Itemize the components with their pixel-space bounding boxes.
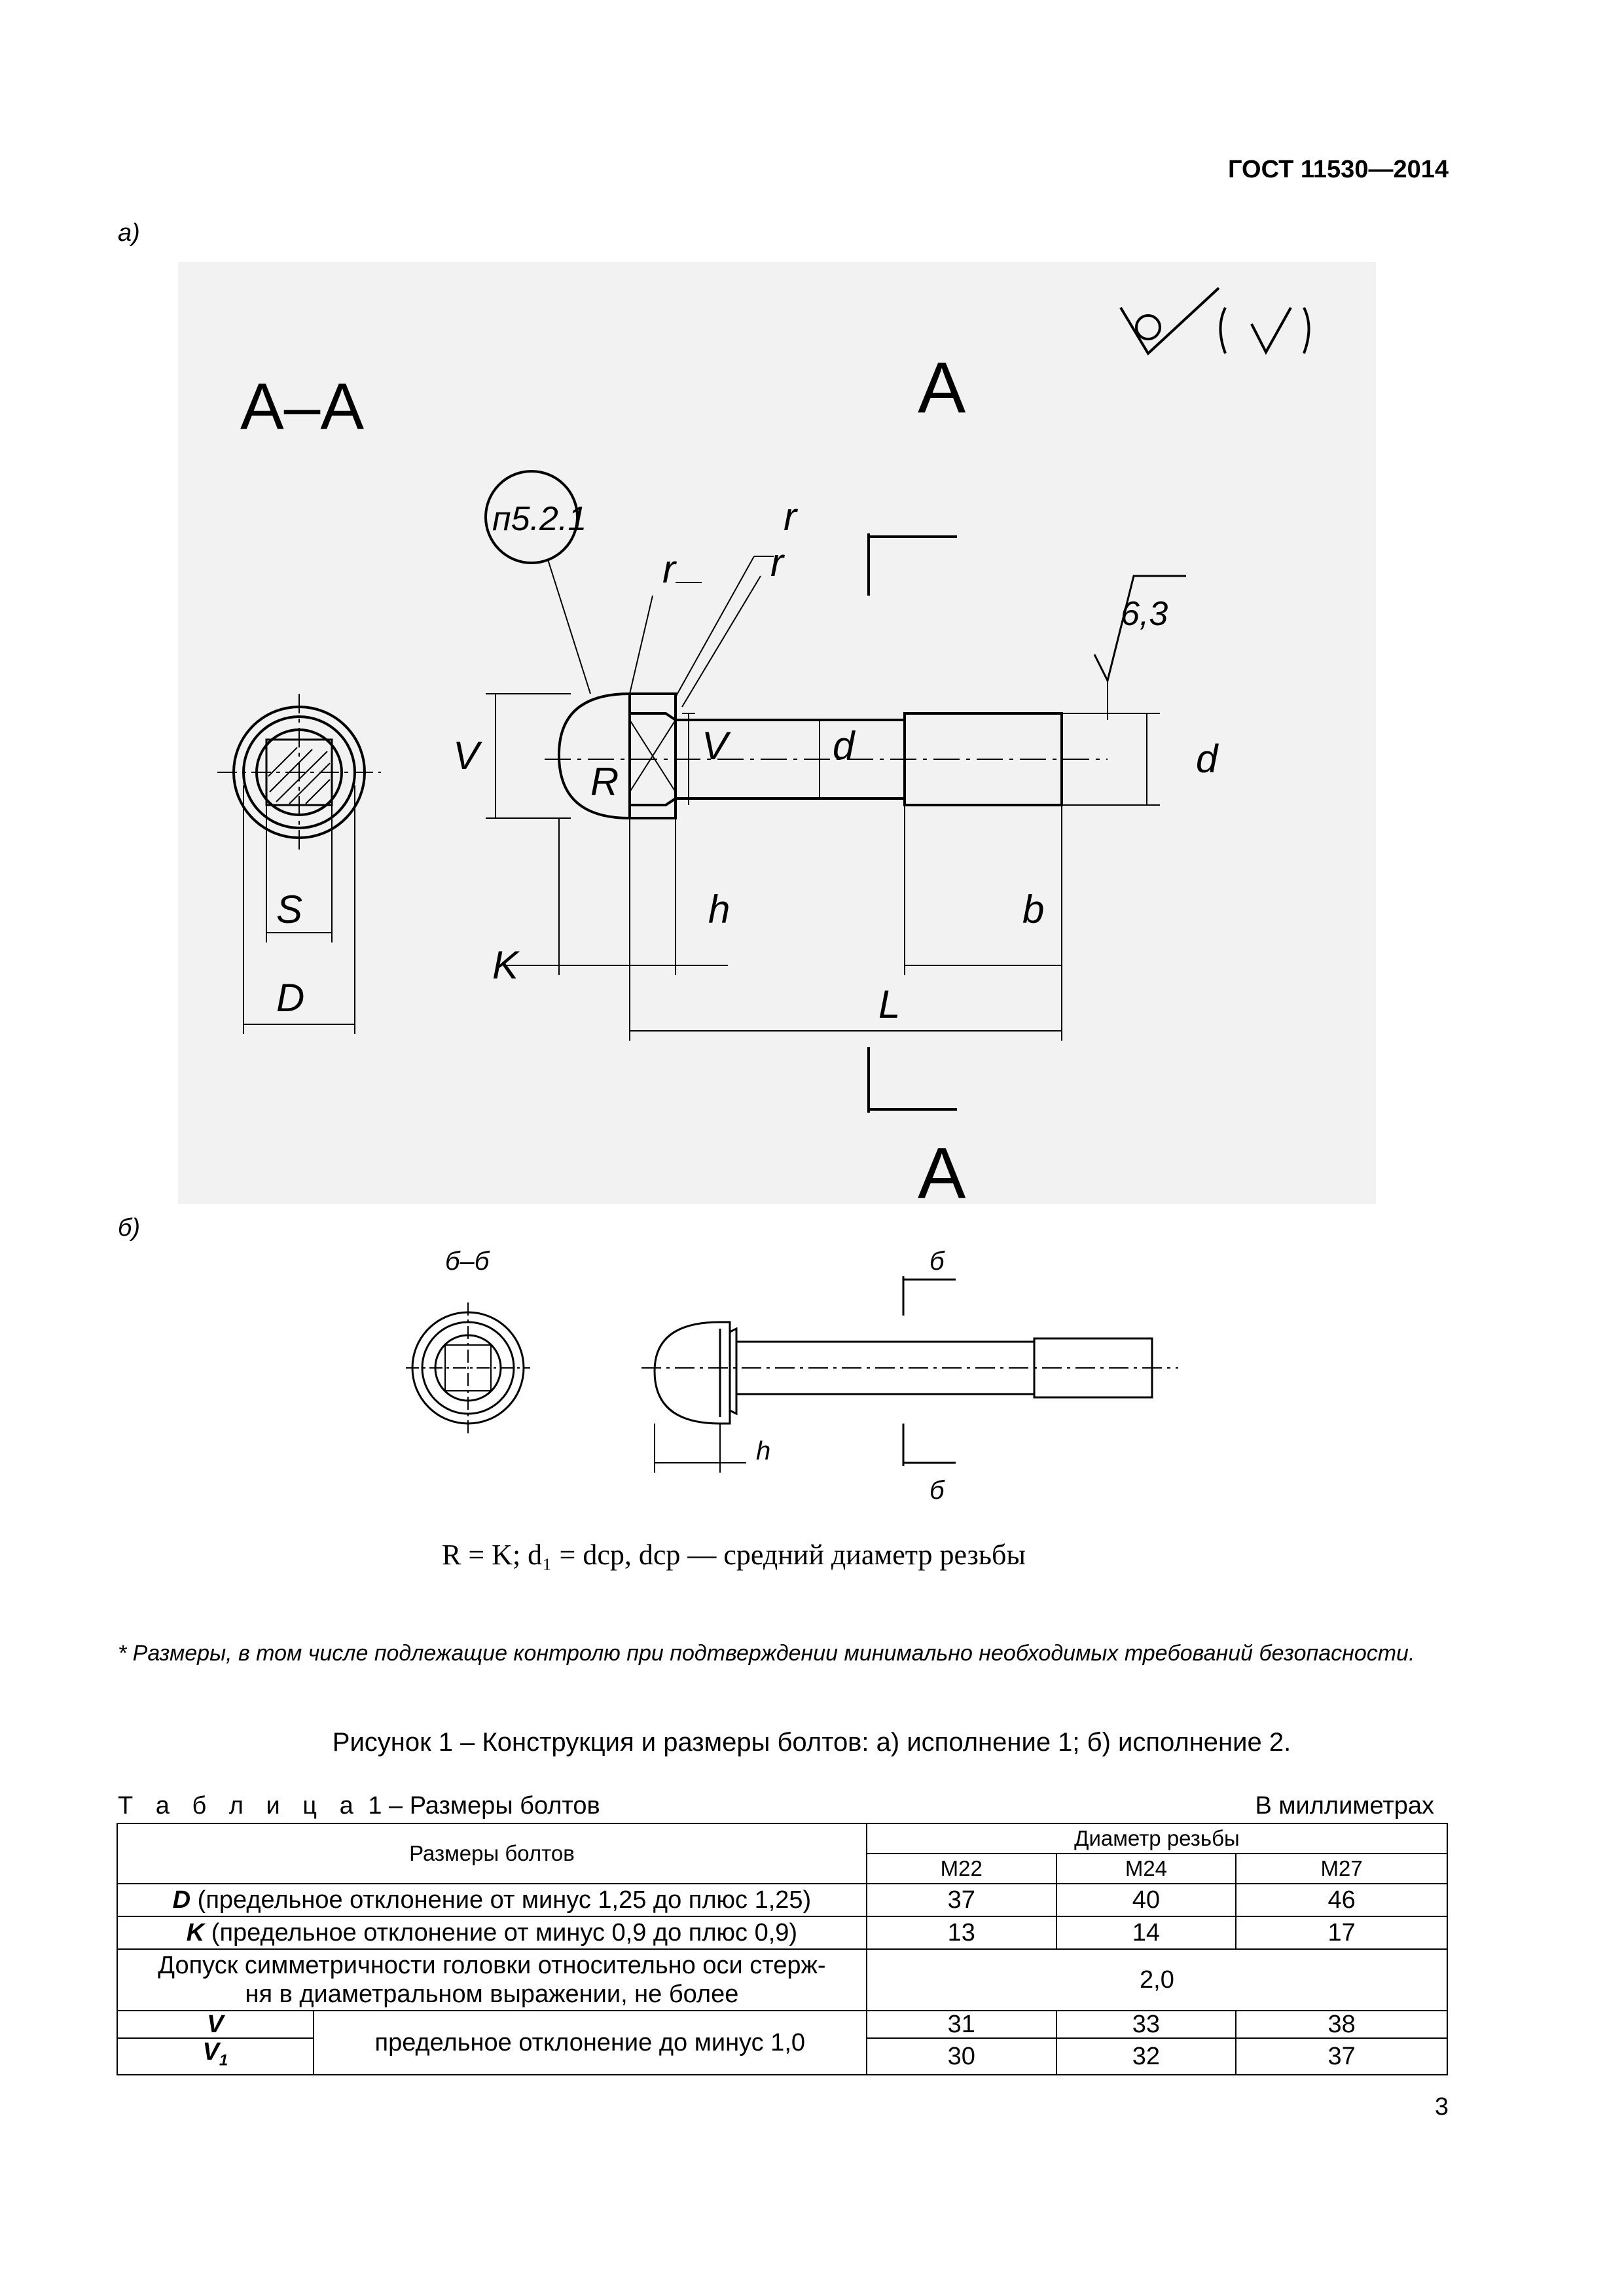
- table-title-word: Т а б л и ц а: [118, 1792, 361, 1820]
- cell: 37: [1236, 2038, 1447, 2075]
- formula: R = K; d₁ = dср, dср — средний диаметр резьбы: [442, 1539, 1026, 1571]
- figure-label-b: б): [118, 1214, 141, 1242]
- section-title-bb: б–б: [445, 1247, 490, 1276]
- dim-k: K: [492, 943, 519, 987]
- document-id: ГОСТ 11530—2014: [1228, 156, 1449, 183]
- row-label-text: (предельное отклонение от минус 1,25 до плюс 1,25): [190, 1886, 812, 1914]
- cell: 32: [1056, 2038, 1236, 2075]
- cell: 14: [1056, 1916, 1236, 1949]
- col-m22: М22: [867, 1854, 1056, 1884]
- cell: 30: [867, 2038, 1056, 2075]
- row-label-text: (предельное отклонение от минус 0,9 до плюс 0,9): [204, 1919, 798, 1946]
- figure-caption: Рисунок 1 – Конструкция и размеры болтов: а) исполнение 1; б) исполнение 2.: [332, 1728, 1291, 1757]
- v1-label: V: [202, 2038, 219, 2066]
- dim-v: V: [453, 734, 480, 778]
- v1-sub: 1: [219, 2051, 228, 2070]
- row-label-bold: D: [172, 1886, 191, 1914]
- dim-r-radius: R: [590, 760, 619, 804]
- symmetry-line2: ня в диаметральном выражении, не более: [245, 1981, 739, 2008]
- row-label-v: [117, 2011, 314, 2038]
- section-title-aa: А–А: [240, 370, 365, 443]
- table-title: [118, 1792, 600, 1820]
- roughness-value: 6,3: [1121, 595, 1168, 633]
- cell: 40: [1056, 1884, 1236, 1916]
- drawing-a: [178, 262, 1376, 1204]
- section-mark-top: А: [918, 348, 966, 428]
- dim-r-callout: r: [784, 495, 797, 539]
- table-row: [117, 1949, 1447, 2011]
- section-mark-b-bottom: б: [929, 1476, 945, 1505]
- dim-r1: r: [770, 541, 784, 584]
- page-number: 3: [1434, 2093, 1449, 2121]
- group-header: Диаметр резьбы: [867, 1823, 1447, 1854]
- drawing-b: [380, 1230, 1204, 1597]
- dim-v1: V: [702, 724, 729, 768]
- cell: 17: [1236, 1916, 1447, 1949]
- v-shared-text: предельное отклонение до минус 1,0: [314, 2011, 867, 2075]
- footnote: * Размеры, в том числе подлежащие контролю при подтверждении минимально необходимых требований безопасности.: [118, 1641, 1415, 1666]
- dim-h1: h: [756, 1437, 771, 1465]
- figure-label-a: а): [118, 219, 140, 247]
- table-units: В миллиметрах: [1255, 1792, 1434, 1820]
- row-label-v1: [117, 2038, 314, 2075]
- col-m24: М24: [1056, 1854, 1236, 1884]
- cell: 46: [1236, 1884, 1447, 1916]
- col-m27: М27: [1236, 1854, 1447, 1884]
- cell: 2,0: [867, 1949, 1447, 2011]
- section-mark-b-top: б: [929, 1247, 945, 1276]
- table-row: [117, 2011, 1447, 2038]
- row-label-bold: K: [186, 1919, 205, 1946]
- table-title-rest: 1 – Размеры болтов: [361, 1792, 600, 1820]
- dim-d: D: [276, 976, 305, 1020]
- table-row: [117, 1916, 1447, 1949]
- row-label: [117, 1884, 867, 1916]
- callout-text: п5.2.1: [492, 500, 587, 538]
- dim-d1: d: [833, 724, 855, 768]
- v-label: V: [207, 2011, 224, 2038]
- cell: 31: [867, 2011, 1056, 2038]
- dim-s: S: [276, 888, 303, 931]
- cell: 38: [1236, 2011, 1447, 2038]
- section-mark-bottom: А: [918, 1133, 966, 1204]
- dim-d-thread: d: [1196, 737, 1218, 781]
- dim-l: L: [878, 982, 901, 1026]
- dim-r-top: r: [662, 547, 676, 591]
- dim-b: b: [1022, 888, 1045, 931]
- dim-h: h: [708, 888, 731, 931]
- row-label: [117, 1916, 867, 1949]
- cell: 33: [1056, 2011, 1236, 2038]
- roughness-symbol-icon: [1121, 288, 1219, 353]
- symmetry-line1: Допуск симметричности головки относительно оси стерж-: [158, 1952, 826, 1979]
- col-header: Размеры болтов: [117, 1823, 867, 1884]
- bolt-dimensions-table: [117, 1823, 1448, 2075]
- cell: 13: [867, 1916, 1056, 1949]
- cell: 37: [867, 1884, 1056, 1916]
- table-row: [117, 1884, 1447, 1916]
- row-label-symmetry: [117, 1949, 867, 2011]
